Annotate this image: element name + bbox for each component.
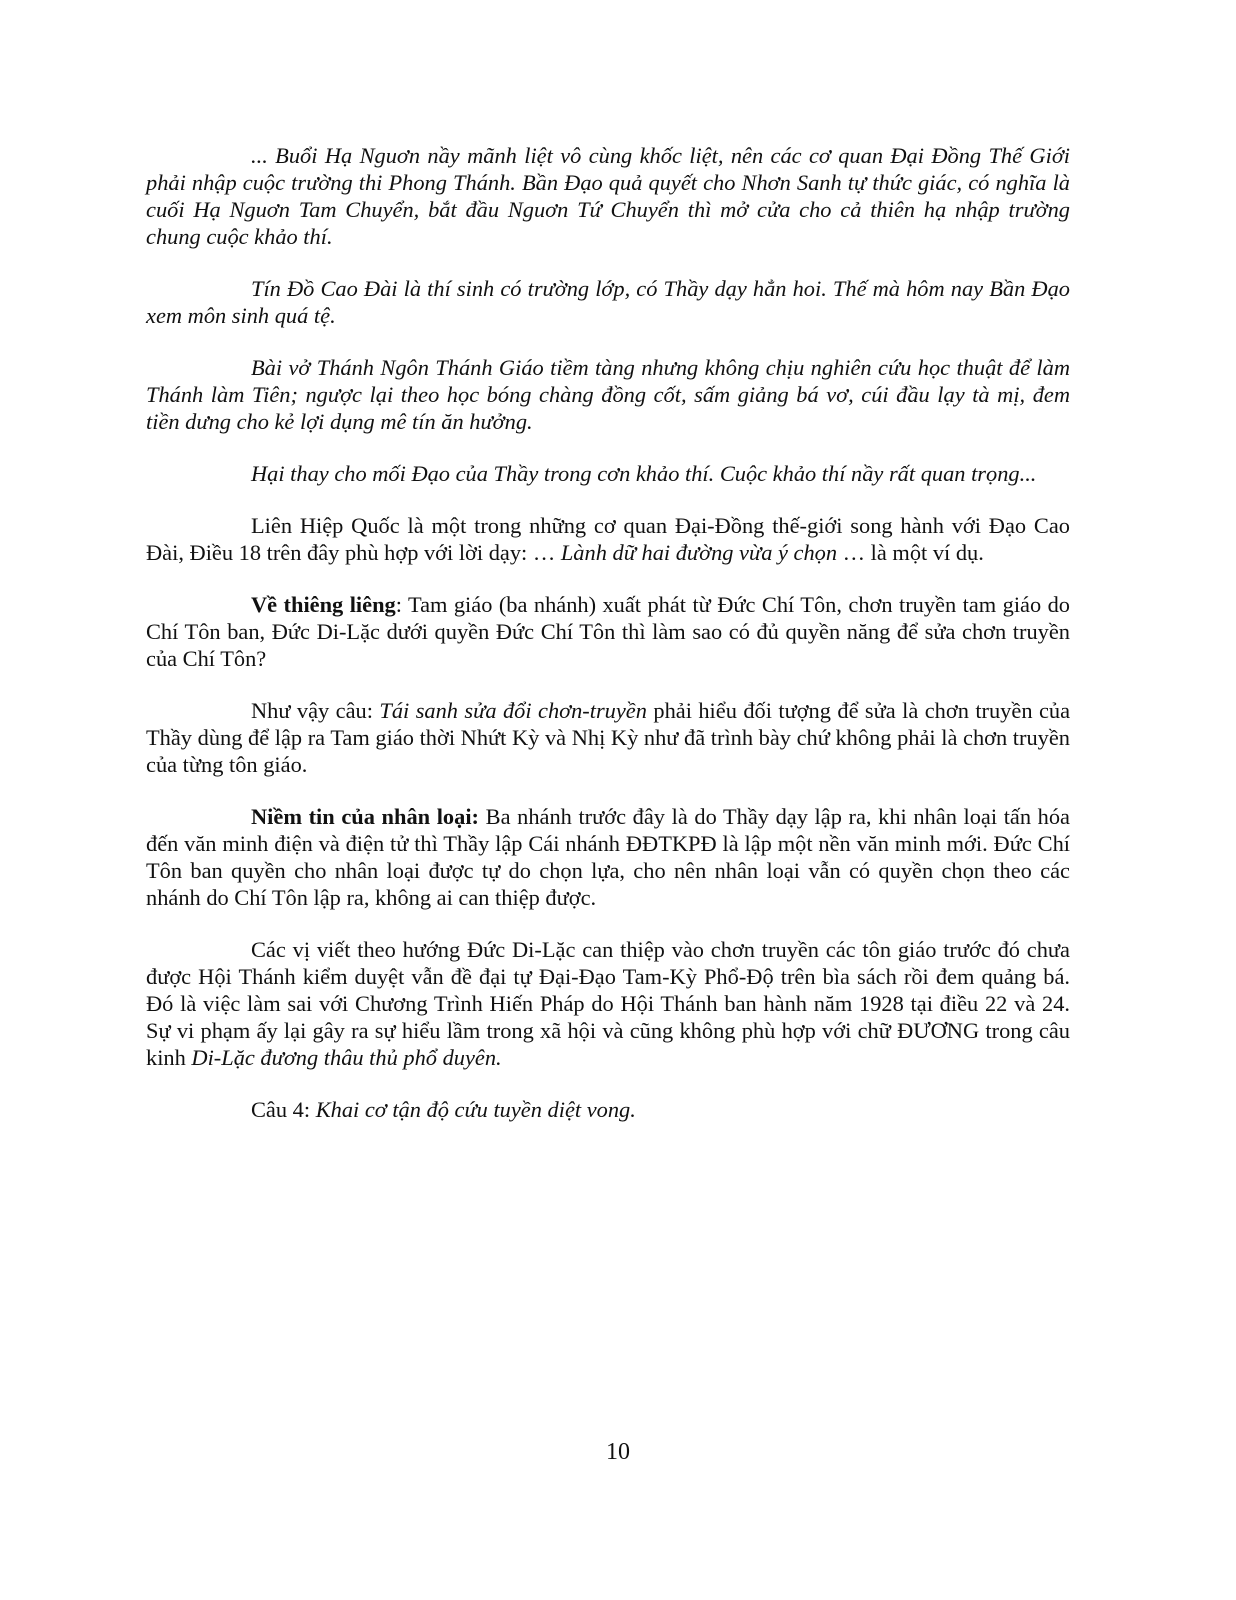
italic-phrase: Di-Lặc đương thâu thủ phổ duyên. — [191, 1045, 502, 1070]
paragraph-text: phải hiểu đối tượng để sửa là chơn truyền của Thầy dùng để lập ra Tam giáo thời Nhứt Kỳ và Nhị Kỳ như đã trình bày chứ không phải là chơn truyền của từng tôn giáo. — [146, 698, 1071, 777]
quote-paragraph-4 — [146, 460, 1070, 487]
quote-text: Hại thay cho mối Đạo của Thầy trong cơn khảo thí. Cuộc khảo thí nầy rất quan trọng... — [251, 461, 1037, 486]
paragraph-united-nations — [146, 512, 1070, 566]
paragraph-text: Các vị viết theo hướng Đức Di-Lặc can thiệp vào chơn truyền các tôn giáo trước đó chưa được Hội Thánh kiểm duyệt vẫn đề đại tự Đại-Đạo Tam-Kỳ Phổ-Độ trên bìa sách rồi đem quảng bá. Đó là việc làm sai với Chương Trình Hiến Pháp do Hội Thánh ban hành năm 1928 tại điều 22 và 24. Sự vi phạm ấy lại gây ra sự hiểu lầm trong xã hội và cũng không phù hợp với chữ ĐƯƠNG trong câu kinh — [146, 937, 1070, 1070]
paragraph-text: : Tam giáo (ba nhánh) xuất phát từ Đức Chí Tôn, chơn truyền tam giáo do Chí Tôn ban, Đức Di-Lặc dưới quyền Đức Chí Tôn thì làm sao có đủ quyền năng để sửa chơn truyền của Chí Tôn? — [146, 592, 1070, 671]
italic-phrase: Tái sanh sửa đổi chơn-truyền — [379, 698, 647, 723]
paragraph-text: Như vậy câu: — [251, 698, 380, 723]
quote-text: ... Buổi Hạ Nguơn nầy mãnh liệt vô cùng khốc liệt, nên các cơ quan Đại Đồng Thế Giới phải nhập cuộc trường thi Phong Thánh. Bần Đạo quả quyết cho Nhơn Sanh tự thức giác, có nghĩa là cuối Hạ Nguơn Tam Chuyển, bắt đầu Nguơn Tứ Chuyển thì mở cửa cho cả thiên hạ nhập trường chung cuộc khảo thí. — [146, 143, 1070, 249]
quote-text: Bài vở Thánh Ngôn Thánh Giáo tiềm tàng nhưng không chịu nghiên cứu học thuật để làm Thánh làm Tiên; ngược lại theo học bóng chàng đồng cốt, sấm giảng bá vơ, cúi đầu lạy tà mị, đem tiền dưng cho kẻ lợi dụng mê tín ăn hưởng. — [146, 355, 1070, 434]
quote-text: Tín Đồ Cao Đài là thí sinh có trường lớp, có Thầy dạy hẳn hoi. Thế mà hôm nay Bần Đạo xem môn sinh quá tệ. — [146, 276, 1070, 328]
paragraph-verse-4 — [146, 1096, 1070, 1123]
paragraph-text: … là một ví dụ. — [837, 540, 984, 565]
quote-paragraph-3 — [146, 354, 1070, 435]
page-body — [146, 142, 1070, 1148]
italic-phrase: Khai cơ tận độ cứu tuyền diệt vong. — [315, 1097, 636, 1122]
paragraph-reform — [146, 697, 1070, 778]
paragraph-text: Câu 4: — [251, 1097, 316, 1122]
page-number: 10 — [606, 1439, 630, 1465]
paragraph-text: Ba nhánh trước đây là do Thầy dạy lập ra, khi nhân loại tấn hóa đến văn minh điện và điện tử thì Thầy lập Cái nhánh ĐĐTKPĐ là lập một nền văn minh mới. Đức Chí Tôn ban quyền cho nhân loại được tự do chọn lựa, cho nên nhân loại vẫn có quyền chọn theo các nhánh do Chí Tôn lập ra, không ai can thiệp được. — [146, 804, 1070, 910]
quote-paragraph-2 — [146, 275, 1070, 329]
bold-heading: Niềm tin của nhân loại: — [251, 804, 480, 829]
paragraph-text: Liên Hiệp Quốc là một trong những cơ quan Đại-Đồng thế-giới song hành với Đạo Cao Đài, Điều 18 trên đây phù hợp với lời dạy: … — [146, 513, 1070, 565]
paragraph-faith — [146, 803, 1070, 911]
italic-phrase: Lành dữ hai đường vừa ý chọn — [560, 540, 838, 565]
quote-paragraph-1 — [146, 142, 1070, 250]
paragraph-violation — [146, 936, 1070, 1071]
paragraph-spiritual — [146, 591, 1070, 672]
bold-heading: Về thiêng liêng — [251, 592, 396, 617]
